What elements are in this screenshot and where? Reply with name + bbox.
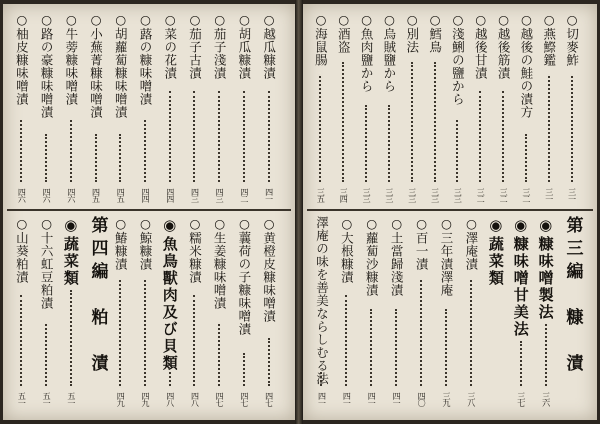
dot-leader bbox=[70, 120, 72, 183]
page-number: 四六 bbox=[42, 188, 52, 202]
toc-entry-title: ○菜の花漬 bbox=[162, 12, 178, 80]
right-page bbox=[303, 4, 597, 420]
toc-entry[interactable] bbox=[235, 216, 253, 412]
dot-leader bbox=[193, 295, 195, 387]
toc-entry-title: ○胡瓜糠漬 bbox=[236, 12, 252, 80]
toc-entry-title: ○百一漬 bbox=[414, 216, 430, 271]
toc-entry[interactable] bbox=[487, 216, 505, 412]
toc-entry[interactable] bbox=[185, 216, 203, 412]
toc-entry[interactable] bbox=[312, 216, 330, 412]
toc-entry-title: ○越瓜糠漬 bbox=[261, 12, 277, 80]
page-number: 四九 bbox=[116, 392, 126, 406]
dot-leader bbox=[365, 105, 367, 182]
page-number: 五一 bbox=[42, 392, 52, 406]
page-number: 三六 bbox=[541, 392, 551, 406]
toc-entry[interactable] bbox=[512, 216, 530, 412]
toc-entry[interactable] bbox=[311, 12, 329, 208]
dot-leader bbox=[370, 309, 372, 386]
toc-entry-title: ○糯米糠漬 bbox=[187, 216, 203, 284]
toc-entry-title: ○十六虹豆粕漬 bbox=[39, 216, 55, 310]
dot-leader bbox=[345, 295, 347, 387]
dot-leader bbox=[268, 91, 270, 183]
section-divider bbox=[7, 209, 291, 211]
toc-entry[interactable] bbox=[62, 12, 80, 208]
toc-entry-title: ○酒盗 bbox=[336, 12, 352, 54]
page-number: 四一 bbox=[367, 392, 377, 406]
toc-entry-title: ○生姜糠味噌漬 bbox=[212, 216, 228, 310]
toc-entry[interactable] bbox=[260, 216, 278, 412]
toc-entry-title: ○越後甘漬 bbox=[473, 12, 489, 80]
toc-entry[interactable] bbox=[362, 216, 380, 412]
page-number: 三二 bbox=[521, 188, 531, 202]
toc-entry-title: ○燕鰶鑑 bbox=[541, 12, 557, 67]
dot-leader bbox=[243, 353, 245, 387]
dot-leader bbox=[20, 295, 22, 387]
dot-leader bbox=[548, 76, 550, 182]
dot-leader bbox=[268, 338, 270, 386]
toc-entry-title: ○越後筋漬 bbox=[496, 12, 512, 80]
page-number: 三四 bbox=[339, 188, 349, 202]
dot-leader bbox=[70, 290, 72, 386]
page-number: 三一 bbox=[544, 188, 554, 202]
dot-leader bbox=[45, 324, 47, 387]
dot-leader bbox=[388, 105, 390, 182]
page-number: 三二 bbox=[476, 188, 486, 202]
toc-entry-title: ○柚皮糠味噌漬 bbox=[14, 12, 30, 106]
page-number: 四二 bbox=[239, 188, 249, 202]
dot-leader bbox=[144, 280, 146, 386]
dot-leader bbox=[411, 62, 413, 183]
toc-entry-title: ○切麥鮓 bbox=[564, 12, 580, 67]
section-heading: ◉蔬菜類 bbox=[486, 216, 505, 287]
toc-entry-title: ○鱈鳥 bbox=[427, 12, 443, 54]
dot-leader bbox=[456, 120, 458, 183]
dot-leader bbox=[525, 134, 527, 182]
dot-leader bbox=[95, 134, 97, 182]
section-heading: ◉蔬菜類 bbox=[61, 216, 80, 287]
dot-leader bbox=[45, 134, 47, 182]
page-number: 四一 bbox=[342, 392, 352, 406]
toc-entry-title: ○烏賊鹽から bbox=[381, 12, 397, 93]
toc-entry[interactable] bbox=[412, 216, 430, 412]
toc-entry[interactable] bbox=[136, 216, 154, 412]
toc-entry-title: ○小蕪菁糠味噌漬 bbox=[88, 12, 104, 119]
page-number: 四五 bbox=[116, 188, 126, 202]
toc-entry[interactable] bbox=[12, 216, 30, 412]
toc-entry[interactable] bbox=[37, 216, 55, 412]
dot-leader bbox=[571, 76, 573, 182]
dot-leader bbox=[20, 120, 22, 183]
page-number: 四八 bbox=[165, 392, 175, 406]
dot-leader bbox=[119, 134, 121, 182]
page-number: 四五 bbox=[91, 188, 101, 202]
toc-entry-title: ○鰆糠漬 bbox=[113, 216, 129, 271]
dot-leader bbox=[502, 91, 504, 183]
toc-entry[interactable] bbox=[357, 12, 375, 208]
page-number: 三二 bbox=[499, 188, 509, 202]
toc-entry[interactable] bbox=[426, 12, 444, 208]
section-heading: ◉糠味噌製法 bbox=[536, 216, 555, 321]
toc-entry-title: 澤庵の味を善美ならしむる法 bbox=[314, 216, 330, 385]
toc-entry[interactable] bbox=[517, 12, 535, 208]
page-number: 三三 bbox=[453, 188, 463, 202]
toc-entry[interactable] bbox=[111, 12, 129, 208]
left-page bbox=[3, 4, 295, 420]
page-number: 四八 bbox=[190, 392, 200, 406]
toc-entry[interactable] bbox=[462, 216, 480, 412]
toc-entry[interactable] bbox=[494, 12, 512, 208]
toc-entry-title: ○蘘荷の子糠味噌漬 bbox=[236, 216, 252, 336]
page-number: 四七 bbox=[264, 392, 274, 406]
page-number: 三三 bbox=[362, 188, 372, 202]
dot-leader bbox=[119, 280, 121, 386]
toc-entry[interactable] bbox=[380, 12, 398, 208]
page-number: 四四 bbox=[141, 188, 150, 202]
page-number: 三三 bbox=[384, 188, 394, 202]
toc-entry[interactable] bbox=[210, 216, 228, 412]
toc-entry-title: ○別法 bbox=[404, 12, 420, 54]
toc-entry-title: ○黄橙皮糠味噌漬 bbox=[261, 216, 277, 323]
toc-entry-title: ○茄子古漬 bbox=[187, 12, 203, 80]
toc-entry[interactable] bbox=[37, 12, 55, 208]
toc-entry[interactable] bbox=[337, 216, 355, 412]
section-divider bbox=[307, 209, 593, 211]
toc-entry-title: ○鯨糠漬 bbox=[138, 216, 153, 271]
part-heading: 第三編 糠 漬 bbox=[562, 216, 583, 377]
section-heading: ◉魚鳥獸肉及び貝類 bbox=[160, 216, 179, 372]
toc-entry[interactable] bbox=[437, 216, 455, 412]
toc-entry[interactable] bbox=[235, 12, 253, 208]
toc-entry[interactable] bbox=[260, 12, 278, 208]
page-number: 四七 bbox=[239, 392, 249, 406]
toc-entry[interactable] bbox=[87, 12, 105, 208]
page-number: 四三 bbox=[215, 188, 225, 202]
dot-leader bbox=[420, 280, 422, 386]
page-number: 四一 bbox=[264, 188, 274, 202]
page-number: 三三 bbox=[430, 188, 440, 202]
toc-entry-title: ○土當歸淺漬 bbox=[389, 216, 405, 297]
dot-leader bbox=[545, 324, 547, 386]
page-number: 三一 bbox=[567, 188, 577, 202]
toc-entry[interactable] bbox=[563, 12, 581, 208]
toc-entry-title: ○越後の鮭の漬方 bbox=[518, 12, 534, 119]
toc-entry-title: ○三年漬澤庵 bbox=[439, 216, 454, 297]
toc-entry[interactable] bbox=[185, 12, 203, 208]
page-number: 四六 bbox=[66, 188, 76, 202]
page-number: 五一 bbox=[66, 392, 76, 406]
page-number: 三五 bbox=[316, 188, 326, 202]
page-number: 四六 bbox=[17, 188, 27, 202]
dot-leader bbox=[395, 309, 397, 386]
toc-entry[interactable] bbox=[12, 12, 30, 208]
dot-leader bbox=[243, 91, 245, 183]
toc-entry[interactable] bbox=[161, 12, 179, 208]
dot-leader bbox=[144, 120, 146, 183]
dot-leader bbox=[445, 309, 447, 386]
page-number: 四一 bbox=[392, 392, 402, 406]
toc-entry[interactable] bbox=[562, 216, 583, 412]
toc-entry[interactable] bbox=[471, 12, 489, 208]
toc-entry[interactable] bbox=[62, 216, 80, 412]
dot-leader bbox=[520, 341, 522, 386]
page-number: 三三 bbox=[407, 188, 417, 202]
toc-entry-title: ○大根糠漬 bbox=[339, 216, 355, 284]
toc-entry-title: ○胡蘿蔔糠味噌漬 bbox=[113, 12, 129, 119]
page-number: 四九 bbox=[141, 392, 150, 406]
toc-entry-title: ○路の豪糠味噌漬 bbox=[39, 12, 55, 119]
toc-entry-title: ○牛蒡糠味噌漬 bbox=[63, 12, 79, 106]
page-number: 五一 bbox=[17, 392, 27, 406]
page-number: 三七 bbox=[516, 392, 526, 406]
dot-leader bbox=[169, 372, 171, 386]
dot-leader bbox=[479, 91, 481, 183]
toc-entry[interactable] bbox=[540, 12, 558, 208]
toc-entry[interactable] bbox=[111, 216, 129, 412]
toc-entry-title: ○澤庵漬 bbox=[463, 216, 479, 271]
toc-entry-title: ○蕗の糠味噌漬 bbox=[138, 12, 153, 106]
toc-entry[interactable] bbox=[387, 216, 405, 412]
section-heading: ◉糠味噌甘美法 bbox=[511, 216, 530, 338]
page-number: 三九 bbox=[442, 392, 451, 406]
toc-entry-title: ○茄子淺漬 bbox=[212, 12, 228, 80]
page-number: 四七 bbox=[215, 392, 225, 406]
dot-leader bbox=[342, 62, 344, 183]
dot-leader bbox=[470, 280, 472, 386]
page-number: 四四 bbox=[165, 188, 175, 202]
dot-leader bbox=[319, 76, 321, 182]
toc-entry[interactable] bbox=[210, 12, 228, 208]
page-number: 四三 bbox=[190, 188, 200, 202]
part-heading: 第四編 粕 漬 bbox=[87, 216, 108, 377]
page-number: 三八 bbox=[466, 392, 476, 406]
dot-leader bbox=[320, 372, 322, 386]
toc-entry-title: ○蘿蔔沙糠漬 bbox=[364, 216, 380, 297]
toc-entry-title: ○山葵粕漬 bbox=[14, 216, 30, 284]
toc-entry-title: ○淺鯏の鹽から bbox=[450, 12, 466, 106]
toc-entry[interactable] bbox=[537, 216, 555, 412]
toc-entry[interactable] bbox=[403, 12, 421, 208]
toc-entry[interactable] bbox=[136, 12, 154, 208]
dot-leader bbox=[169, 91, 171, 183]
toc-entry[interactable] bbox=[161, 216, 179, 412]
book-gutter bbox=[295, 0, 303, 424]
toc-entry-title: ○魚肉鹽から bbox=[359, 12, 375, 93]
toc-entry[interactable] bbox=[87, 216, 108, 412]
page-number: 四一 bbox=[317, 392, 327, 406]
toc-entry[interactable] bbox=[448, 12, 466, 208]
dot-leader bbox=[218, 324, 220, 387]
dot-leader bbox=[434, 62, 436, 183]
page-number: 四〇 bbox=[417, 392, 427, 406]
dot-leader bbox=[193, 91, 195, 183]
toc-entry[interactable] bbox=[334, 12, 352, 208]
dot-leader bbox=[218, 91, 220, 183]
toc-entry-title: ○海鼠腸 bbox=[313, 12, 329, 67]
